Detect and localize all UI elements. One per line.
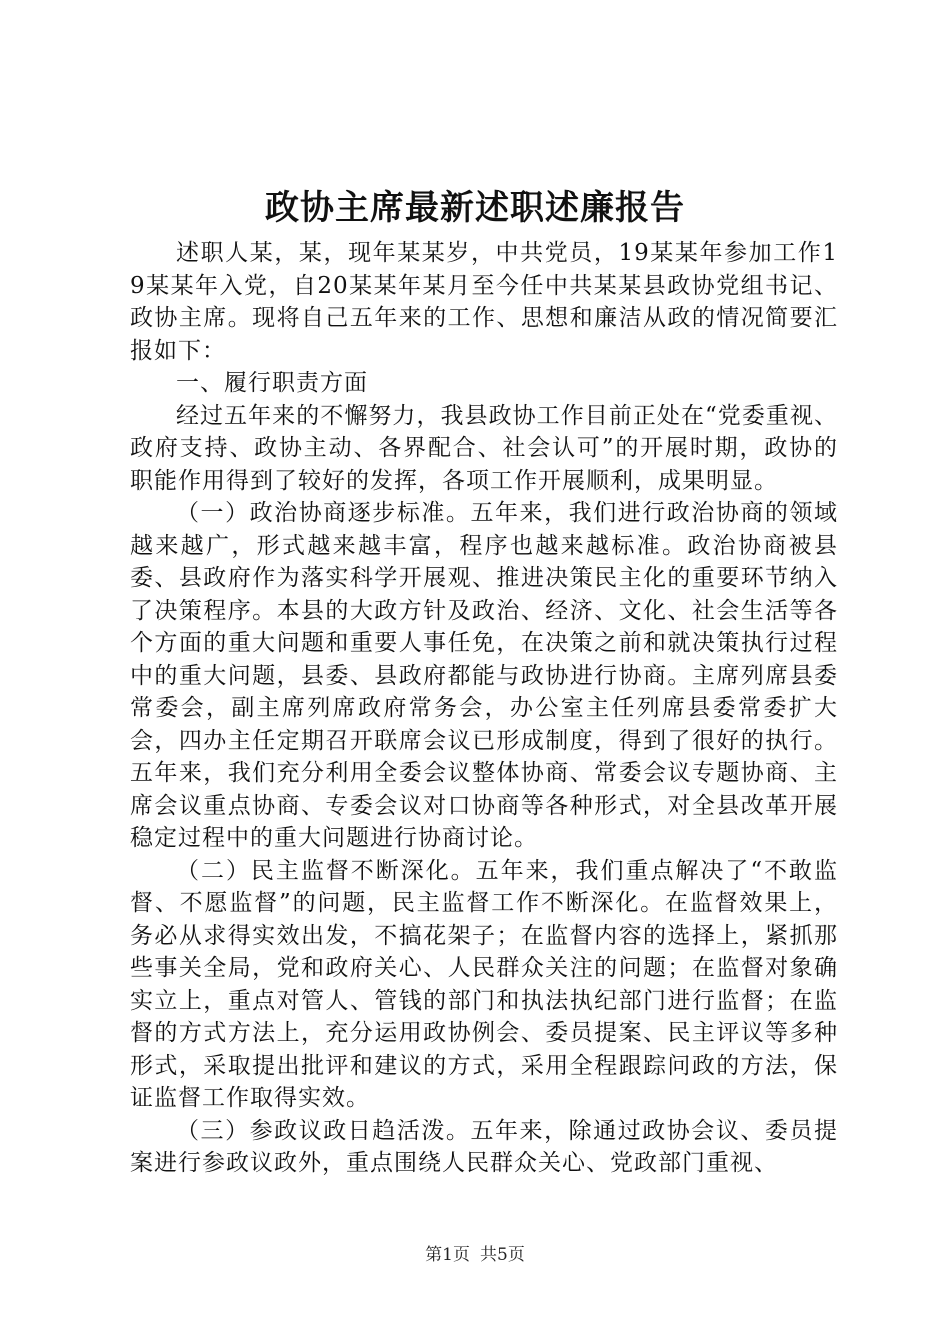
paragraph-political-consultation: （一）政治协商逐步标准。五年来，我们进行政治协商的领域越来越广，形式越来越丰富，程序也越来越标准。政治协商被县委、县政府作为落实科学开展观、推进决策民主化的重要环节纳入了决策程序。本县的大政方针及政治、经济、文化、社会生活等各个方面的重大问题和重要人事任免，在决策之前和就决策执行过程中的重大问题，县委、县政府都能与政协进行协商。主席列席县委常委会，副主席列席政府常务会，办公室主任列席县委常委扩大会，四办主任定期召开联席会议已形成制度，得到了很好的执行。五年来，我们充分利用全委会议整体协商、常委会议专题协商、主席会议重点协商、专委会议对口协商等各种形式，对全县改革开展稳定过程中的重大问题进行协商讨论。 [130,500,838,851]
paragraph-democratic-supervision: （二）民主监督不断深化。五年来，我们重点解决了“不敢监督、不愿监督”的问题，民主监督工作不断深化。在监督效果上，务必从求得实效出发，不搞花架子；在监督内容的选择上，紧抓那些事关全局，党和政府关心、人民群众关注的问题；在监督对象确实立上，重点对管人、管钱的部门和执法执纪部门进行监督；在监督的方式方法上，充分运用政协例会、委员提案、民主评议等多种形式，采取提出批评和建议的方式，采用全程跟踪问政的方法，保证监督工作取得实效。 [130,857,838,1111]
page-footer [0,1243,950,1267]
paragraph-participation: （三）参政议政日趋活泼。五年来，除通过政协会议、委员提案进行参政议政外，重点围绕人民群众关心、党政部门重视、 [130,1117,838,1176]
paragraph-overview: 经过五年来的不懈努力，我县政协工作目前正处在“党委重视、政府支持、政协主动、各界配合、社会认可”的开展时期，政协的职能作用得到了较好的发挥，各项工作开展顺利，成果明显。 [130,402,838,494]
document-title: 政协主席最新述职述廉报告 [265,188,685,228]
section-heading-duties: 一、履行职责方面 [176,370,368,396]
document-body [130,237,838,1180]
page-total: 共5页 [480,1245,525,1265]
page-number: 第1页 [425,1245,470,1265]
paragraph-intro: 述职人某，某，现年某某岁，中共党员，19某某年参加工作19某某年入党，自20某某年某月至今任中共某某县政协党组书记、政协主席。现将自己五年来的工作、思想和廉洁从政的情况简要汇报如下： [130,240,838,364]
